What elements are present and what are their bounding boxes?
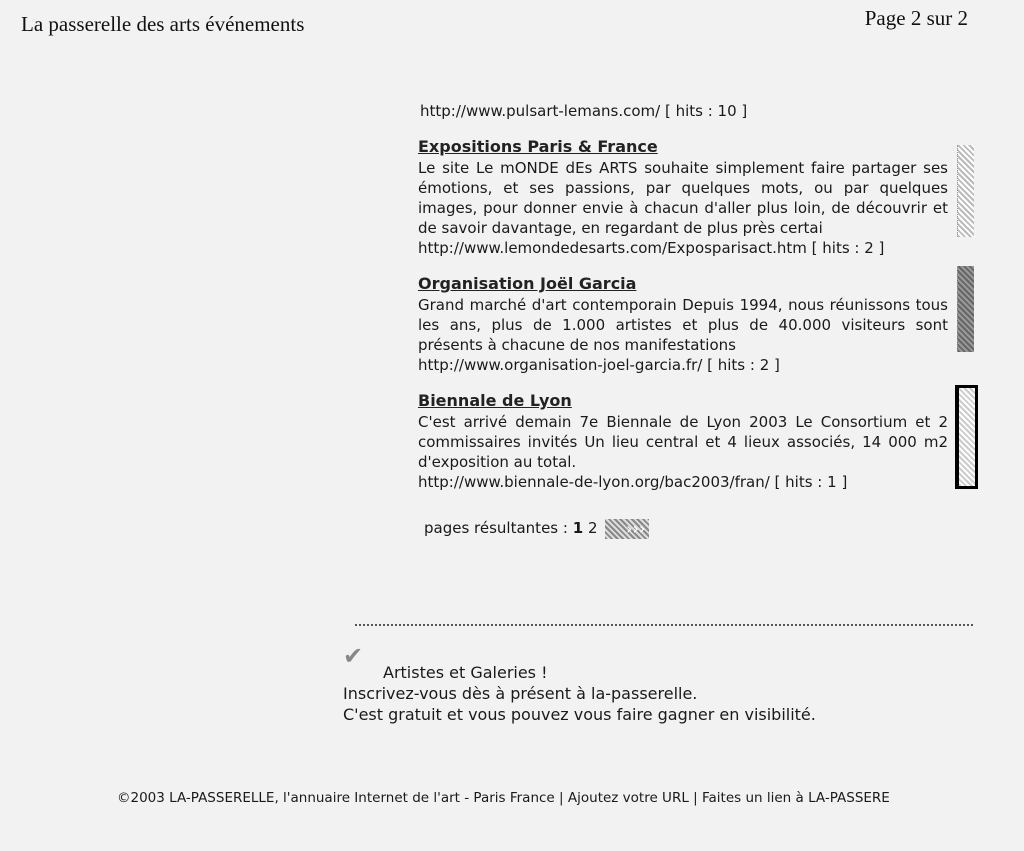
result-item <box>418 274 948 375</box>
result-title-link[interactable]: Expositions Paris & France <box>418 137 658 156</box>
page-number: Page 2 sur 2 <box>864 6 968 30</box>
result-title-link[interactable]: Organisation Joël Garcia <box>418 274 637 293</box>
pagination <box>424 518 948 539</box>
promo-signup-link[interactable]: Inscrivez-vous dès à présent à la-passerelle. <box>343 684 698 703</box>
thumbnail-image[interactable] <box>955 385 978 489</box>
footer-separator: | <box>559 790 564 806</box>
link-to-us-link[interactable]: Faites un lien à LA-PASSERE <box>702 790 890 806</box>
page-link[interactable]: 2 <box>587 519 598 537</box>
add-url-link[interactable]: Ajoutez votre URL <box>567 790 689 806</box>
next-arrow-icon[interactable]: ››› <box>605 519 649 539</box>
result-title-link[interactable]: Biennale de Lyon <box>418 391 572 410</box>
result-item <box>418 137 948 258</box>
promo-heading: Artistes et Galeries ! <box>383 663 548 682</box>
result-url[interactable]: http://www.organisation-joel-garcia.fr/ [ hits : 2 ] <box>418 356 780 374</box>
page-header-title: La passerelle des arts événements <box>21 12 305 36</box>
checkmark-icon: ✔ <box>343 642 364 670</box>
pagination-label: pages résultantes : <box>424 519 568 537</box>
thumbnail-image[interactable] <box>957 145 974 237</box>
results-list <box>418 101 948 539</box>
result-url[interactable]: http://www.biennale-de-lyon.org/bac2003/fran/ [ hits : 1 ] <box>418 473 848 491</box>
signup-promo <box>343 642 816 725</box>
footer-separator: | <box>693 790 698 806</box>
result-description: Le site Le mONDE dEs ARTS souhaite simplement faire partager ses émotions, et ses passions, par quelques mots, ou par quelques images, pour donner envie à chacun d'aller plus loin, de découvrir et de savoir davantage, en regardant de plus près certai <box>418 159 948 237</box>
thumbnail-image[interactable] <box>957 266 974 352</box>
footer <box>117 790 890 806</box>
result-item <box>418 391 948 492</box>
result-description: C'est arrivé demain 7e Biennale de Lyon 2003 Le Consortium et 2 commissaires invités Un lieu central et 4 lieux associés, 14 000 m2 d'exposition au total. <box>418 413 948 471</box>
result-url[interactable]: http://www.pulsart-lemans.com/ [ hits : 10 ] <box>420 102 748 120</box>
copyright-text: ©2003 LA-PASSERELLE, l'annuaire Internet de l'art - Paris France <box>117 790 555 806</box>
page-link-current: 1 <box>572 519 584 537</box>
result-url[interactable]: http://www.lemondedesarts.com/Exposparisact.htm [ hits : 2 ] <box>418 239 885 257</box>
promo-text: C'est gratuit et vous pouvez vous faire gagner en visibilité. <box>343 705 816 724</box>
divider <box>355 624 973 626</box>
result-description: Grand marché d'art contemporain Depuis 1994, nous réunissons tous les ans, plus de 1.000 artistes et plus de 40.000 visiteurs sont présents à chacune de nos manifestations <box>418 296 948 354</box>
